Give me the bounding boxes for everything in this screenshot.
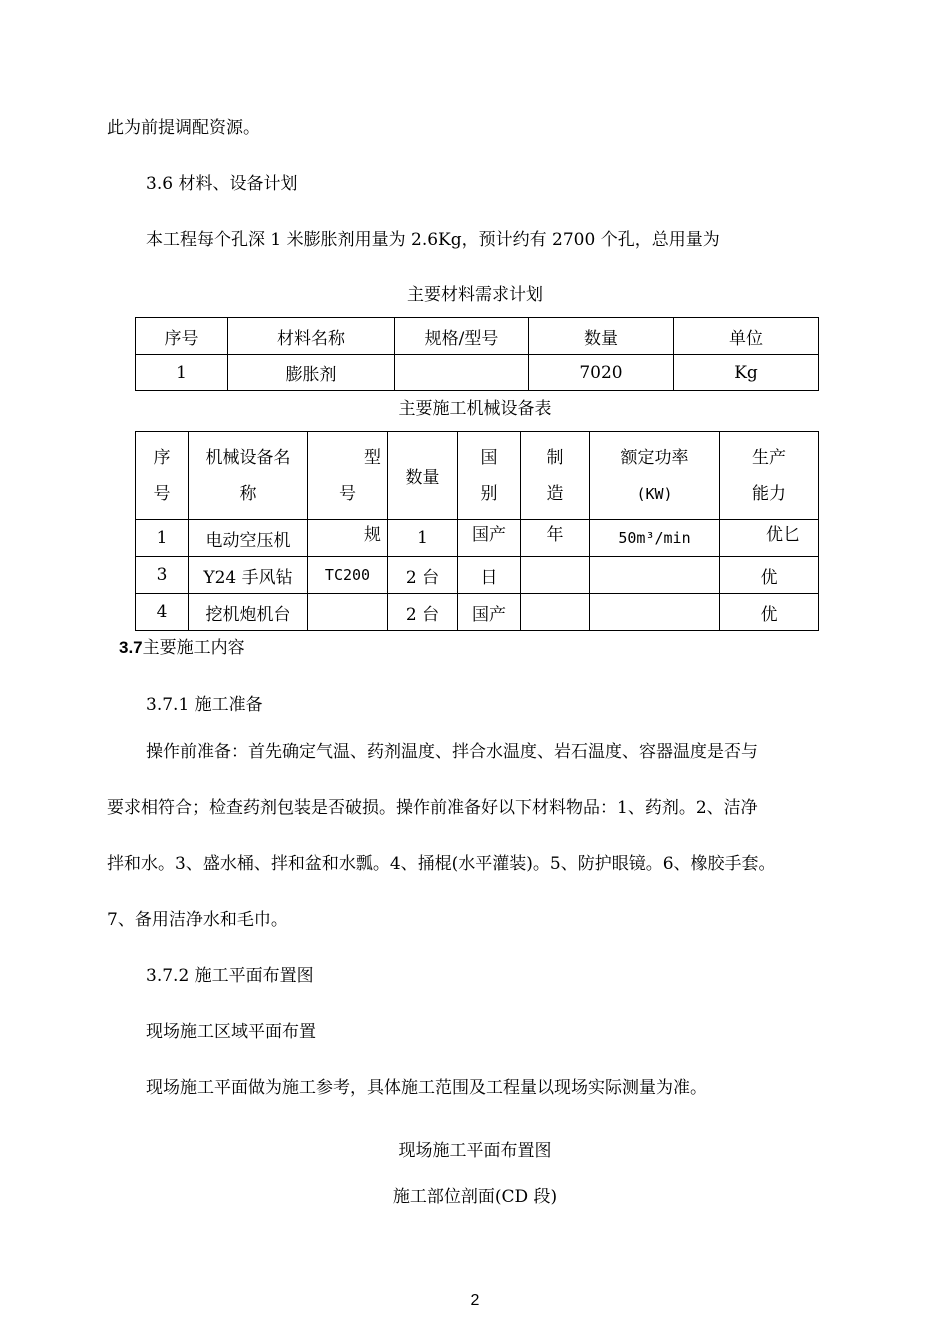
table-cell: 优 [720, 594, 819, 631]
table-cell: 挖机炮机台 [189, 594, 308, 631]
page-number: 2 [470, 1292, 480, 1309]
figure-caption: 施工部位剖面(CD 段) [392, 1187, 558, 1207]
table-cell [395, 355, 529, 391]
table-cell: 优匕 [720, 520, 819, 557]
table-cell: Y24 手风钻 [189, 557, 308, 594]
header-cell: 单位 [674, 318, 819, 355]
table-cell: 优 [720, 557, 819, 594]
equipment-table [135, 431, 819, 631]
table-cell: 电动空压机 [189, 520, 308, 557]
header-cell: 额定功率 (KW) [590, 432, 720, 520]
header-cell: 型 号 [308, 432, 388, 520]
table-cell: 4 [136, 594, 189, 631]
table-cell: 1 [136, 355, 228, 391]
table-row [136, 355, 819, 391]
table-cell: 50m³/min [590, 520, 720, 557]
table-cell [521, 594, 590, 631]
table-cell: 国产 [458, 594, 521, 631]
section-heading-3-6: 3.6 材料、设备计划 [146, 174, 298, 194]
materials-table [135, 317, 819, 391]
table-cell: 2 台 [388, 557, 458, 594]
table1-title: 主要材料需求计划 [407, 285, 543, 305]
header-cell: 生产 能力 [720, 432, 819, 520]
table-cell: 年 [521, 520, 590, 557]
table-cell: 7020 [529, 355, 674, 391]
header-cell: 国 别 [458, 432, 521, 520]
table-cell: 3 [136, 557, 189, 594]
table-cell: Kg [674, 355, 819, 391]
table-cell [521, 557, 590, 594]
section-number: 3.7 [119, 638, 143, 657]
paragraph-site-reference: 现场施工平面做为施工参考，具体施工范围及工程量以现场实际测量为准。 [146, 1078, 707, 1098]
table-cell: 膨胀剂 [228, 355, 395, 391]
paragraph-preparation-line: 要求相符合；检查药剂包装是否破损。操作前准备好以下材料物品：1、药剂。2、洁净 [107, 798, 758, 818]
header-cell: 数量 [529, 318, 674, 355]
paragraph-preparation-line: 拌和水。3、盛水桶、拌和盆和水瓢。4、捅棍(水平灌装)。5、防护眼镜。6、橡胶手套。 [107, 854, 776, 874]
paragraph-preparation-line: 7、备用洁净水和毛巾。 [107, 910, 288, 930]
table-header-row [136, 318, 819, 355]
table-cell [590, 557, 720, 594]
table-cell: 2 台 [388, 594, 458, 631]
paragraph-intro: 此为前提调配资源。 [107, 118, 260, 138]
paragraph-expansion-agent: 本工程每个孔深 1 米膨胀剂用量为 2.6Kg，预计约有 2700 个孔，总用量为 [146, 230, 720, 250]
paragraph-site-layout: 现场施工区域平面布置 [146, 1022, 316, 1042]
subsection-heading-3-7-2: 3.7.2 施工平面布置图 [146, 966, 314, 986]
table-cell [308, 594, 388, 631]
section-heading-3-7 [119, 633, 245, 658]
header-cell: 序号 [136, 318, 228, 355]
header-cell: 序 号 [136, 432, 189, 520]
table2-title: 主要施工机械设备表 [398, 399, 552, 419]
table-row [136, 520, 819, 557]
table-header-row [136, 432, 819, 520]
table-cell: 国产 [458, 520, 521, 557]
table-row [136, 594, 819, 631]
table-cell: 1 [388, 520, 458, 557]
section-title: 主要施工内容 [142, 638, 245, 658]
header-cell: 材料名称 [228, 318, 395, 355]
header-cell: 机械设备名 称 [189, 432, 308, 520]
header-cell: 数量 [388, 432, 458, 520]
subsection-heading-3-7-1: 3.7.1 施工准备 [146, 695, 263, 715]
table-cell: 1 [136, 520, 189, 557]
paragraph-preparation-line: 操作前准备：首先确定气温、药剂温度、拌合水温度、岩石温度、容器温度是否与 [146, 742, 758, 762]
header-cell: 规格/型号 [395, 318, 529, 355]
figure-caption: 现场施工平面布置图 [398, 1141, 552, 1161]
table-cell: TC200 [308, 557, 388, 594]
table-cell: 日 [458, 557, 521, 594]
table-cell: 规 [308, 520, 388, 557]
table-cell [590, 594, 720, 631]
header-cell: 制 造 [521, 432, 590, 520]
table-row [136, 557, 819, 594]
